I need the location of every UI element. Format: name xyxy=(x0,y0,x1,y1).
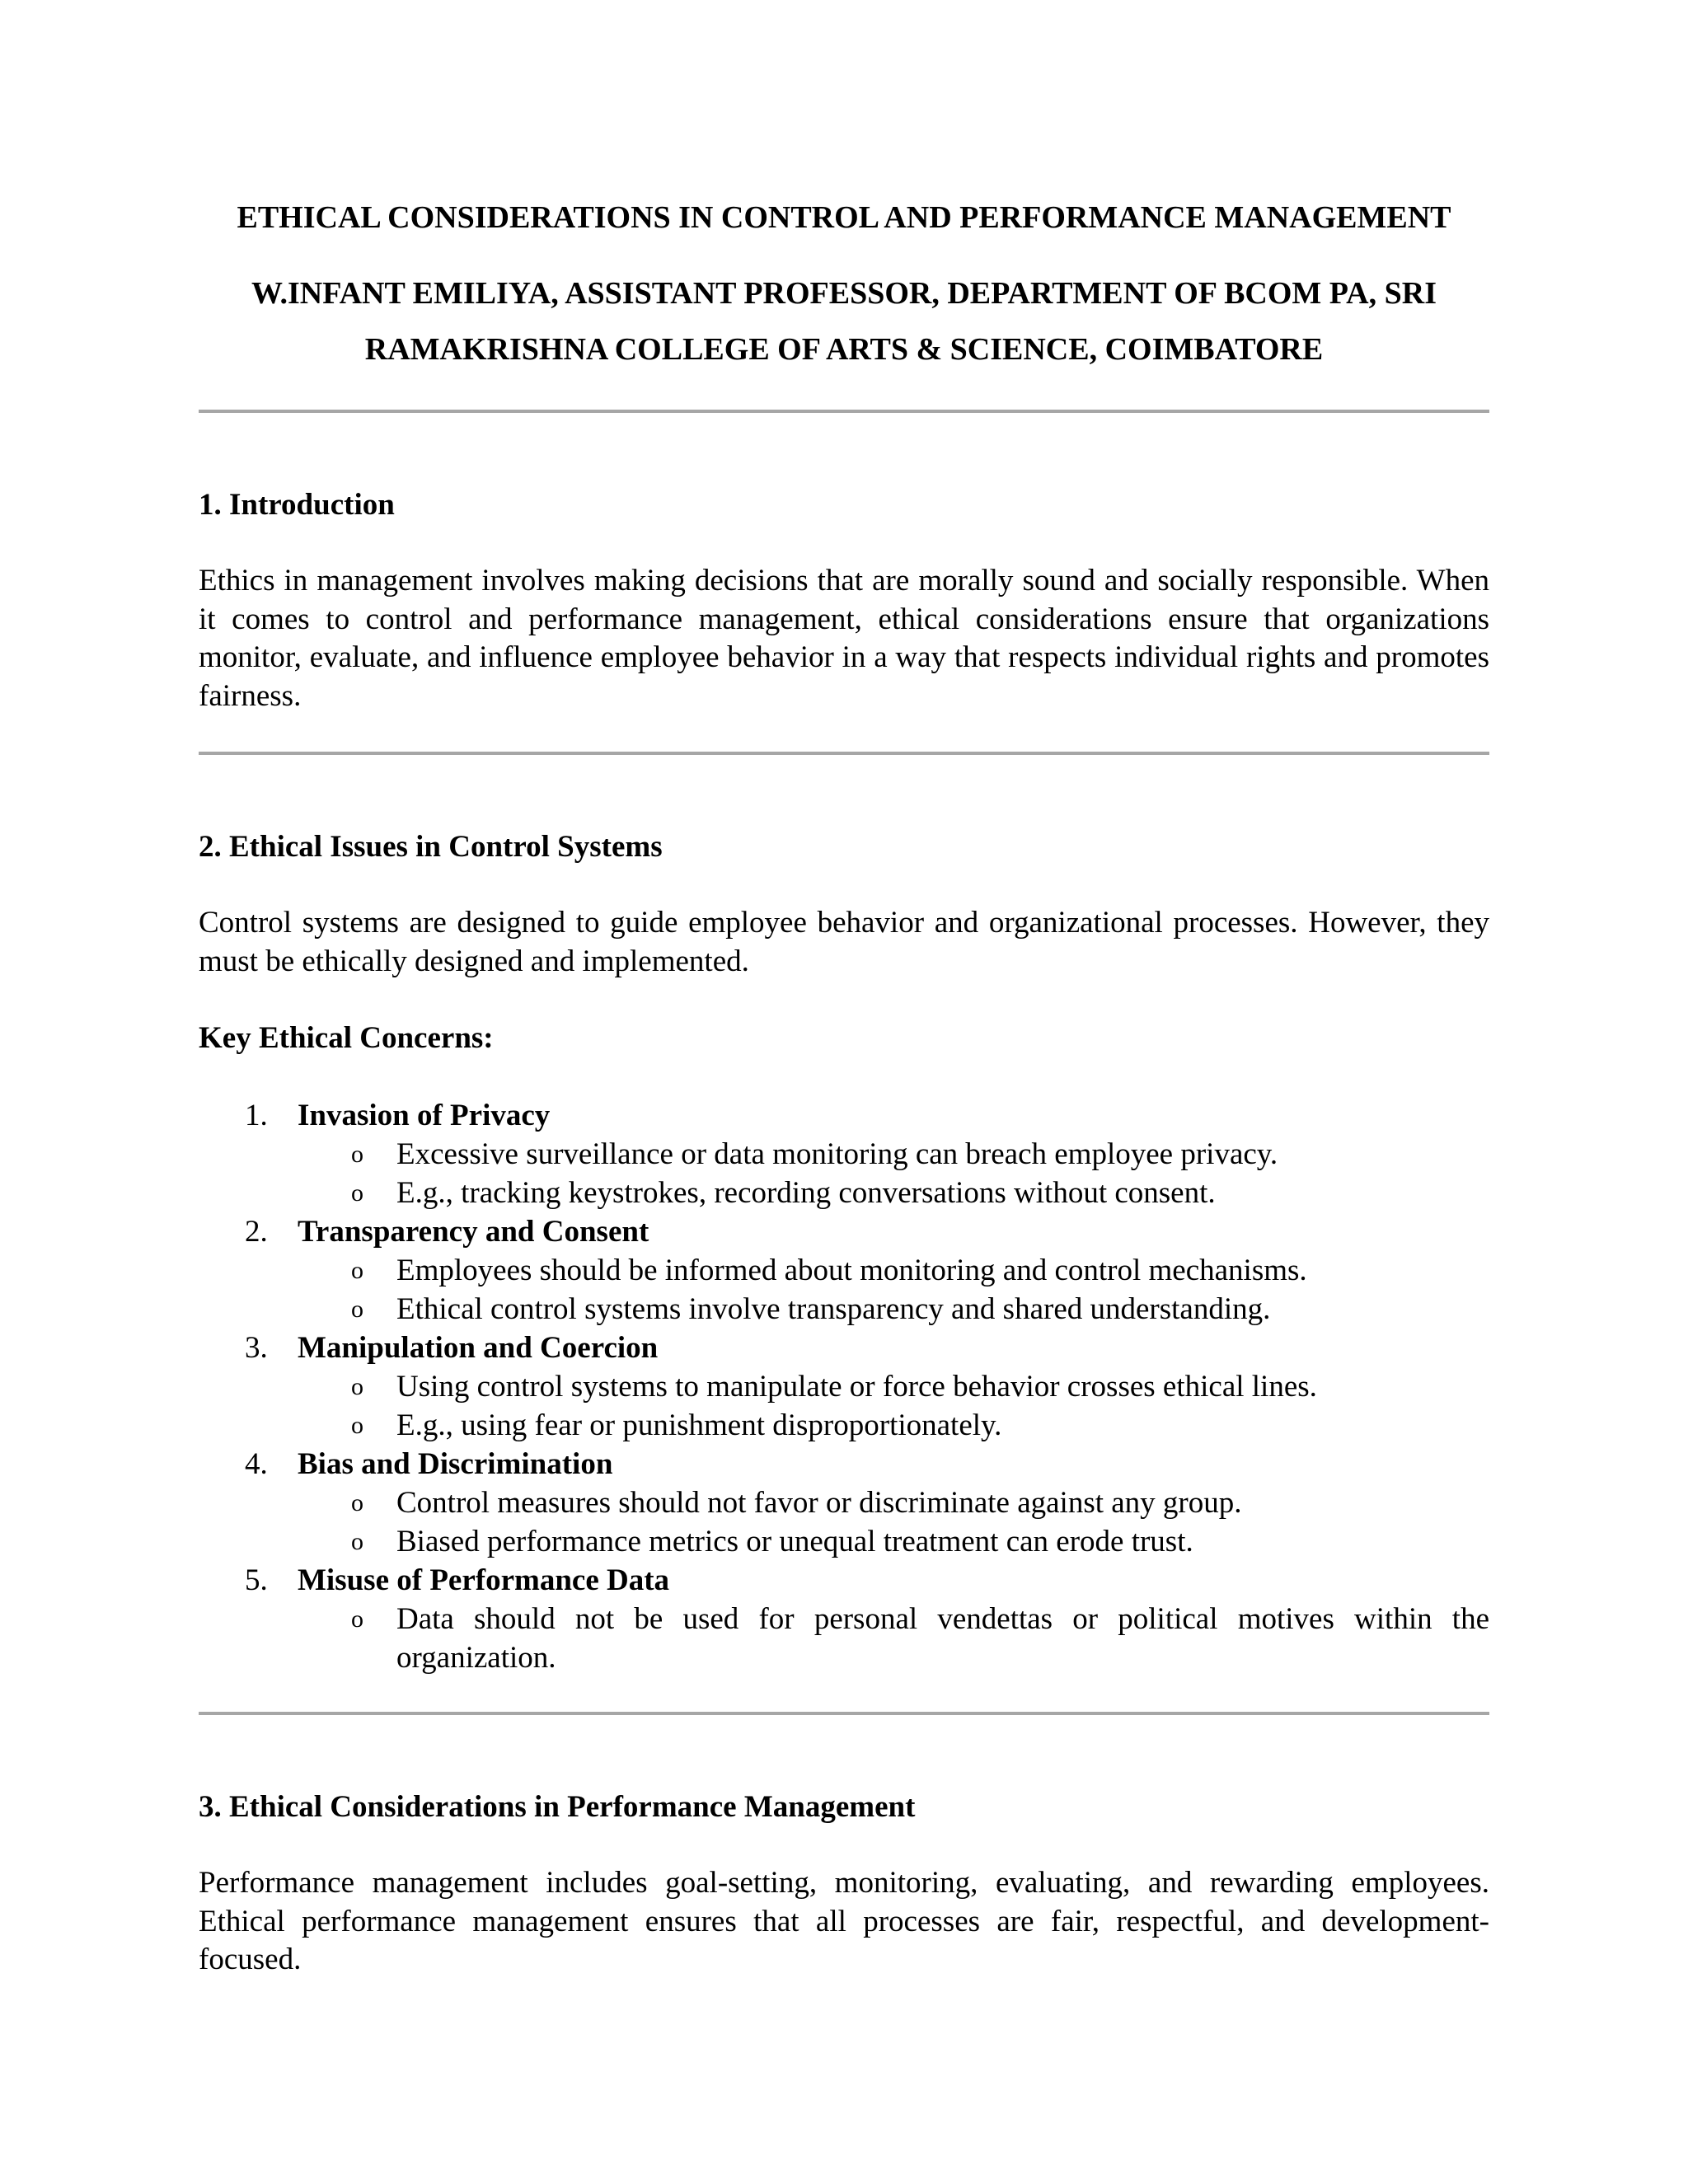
concern-title: Transparency and Consent xyxy=(298,1215,649,1249)
divider-rule xyxy=(199,752,1489,755)
point-text: Data should not be used for personal vendettas or political motives within the organization. xyxy=(396,1602,1489,1675)
item-number: 2. xyxy=(245,1215,268,1249)
section-2-heading: 2. Ethical Issues in Control Systems xyxy=(199,830,663,864)
concern-points xyxy=(298,1135,1489,1212)
concern-point xyxy=(298,1406,1489,1445)
concern-point xyxy=(298,1600,1489,1677)
author-line-2: RAMAKRISHNA COLLEGE OF ARTS & SCIENCE, COIMBATORE xyxy=(364,332,1324,367)
circle-bullet-icon: o xyxy=(351,1141,363,1168)
concern-point xyxy=(298,1290,1489,1329)
concern-point xyxy=(298,1174,1489,1212)
point-text: Using control systems to manipulate or force behavior crosses ethical lines. xyxy=(396,1370,1317,1404)
concern-point xyxy=(298,1483,1489,1522)
concern-title: Bias and Discrimination xyxy=(298,1447,613,1481)
document-title: ETHICAL CONSIDERATIONS IN CONTROL AND PERFORMANCE MANAGEMENT xyxy=(237,200,1451,235)
item-number: 5. xyxy=(245,1563,268,1597)
concern-item xyxy=(199,1445,1489,1561)
point-text: Ethical control systems involve transparency and shared understanding. xyxy=(396,1292,1271,1326)
section-3-body: Performance management includes goal-setting, monitoring, evaluating, and rewarding employees. Ethical performance management ensures that all processes are fair, respectful, and development-focused. xyxy=(199,1866,1489,1976)
section-1-heading: 1. Introduction xyxy=(199,488,395,522)
concern-item xyxy=(199,1561,1489,1677)
section-1-body: Ethics in management involves making decisions that are morally sound and socially responsible. When it comes to control and performance management, ethical considerations ensure that organizations monitor, evaluate, and influence employee behavior in a way that respects individual rights and promotes fairness. xyxy=(199,564,1489,713)
circle-bullet-icon: o xyxy=(351,1296,363,1323)
item-number: 1. xyxy=(245,1099,268,1132)
concern-title: Misuse of Performance Data xyxy=(298,1563,670,1597)
divider-rule xyxy=(199,410,1489,413)
ethical-concerns-list xyxy=(199,1096,1489,1677)
concern-item xyxy=(199,1212,1489,1329)
circle-bullet-icon: o xyxy=(351,1257,363,1284)
point-text: E.g., using fear or punishment disproportionately. xyxy=(396,1408,1002,1442)
concern-points xyxy=(298,1600,1489,1677)
concern-point xyxy=(298,1135,1489,1174)
divider-rule xyxy=(199,1712,1489,1715)
point-text: Employees should be informed about monitoring and control mechanisms. xyxy=(396,1254,1307,1287)
concern-item xyxy=(199,1096,1489,1212)
circle-bullet-icon: o xyxy=(351,1179,363,1207)
concern-title: Manipulation and Coercion xyxy=(298,1331,659,1365)
key-concerns-heading: Key Ethical Concerns: xyxy=(199,1021,494,1055)
circle-bullet-icon: o xyxy=(351,1605,363,1633)
concern-point xyxy=(298,1367,1489,1406)
concern-item xyxy=(199,1329,1489,1445)
circle-bullet-icon: o xyxy=(351,1528,363,1555)
circle-bullet-icon: o xyxy=(351,1373,363,1400)
point-text: Biased performance metrics or unequal treatment can erode trust. xyxy=(396,1525,1193,1558)
circle-bullet-icon: o xyxy=(351,1412,363,1439)
point-text: E.g., tracking keystrokes, recording conversations without consent. xyxy=(396,1176,1216,1210)
author-line-1: W.INFANT EMILIYA, ASSISTANT PROFESSOR, DEPARTMENT OF BCOM PA, SRI xyxy=(251,276,1437,311)
concern-points xyxy=(298,1483,1489,1561)
concern-point xyxy=(298,1251,1489,1290)
concern-title: Invasion of Privacy xyxy=(298,1099,551,1132)
item-number: 4. xyxy=(245,1447,268,1481)
item-number: 3. xyxy=(245,1331,268,1365)
point-text: Control measures should not favor or discriminate against any group. xyxy=(396,1486,1242,1520)
point-text: Excessive surveillance or data monitoring can breach employee privacy. xyxy=(396,1137,1278,1171)
concern-point xyxy=(298,1522,1489,1561)
concern-points xyxy=(298,1251,1489,1329)
circle-bullet-icon: o xyxy=(351,1489,363,1516)
section-3-heading: 3. Ethical Considerations in Performance Management xyxy=(199,1790,916,1824)
section-2-body: Control systems are designed to guide employee behavior and organizational processes. However, they must be ethically designed and implemented. xyxy=(199,906,1489,978)
concern-points xyxy=(298,1367,1489,1445)
